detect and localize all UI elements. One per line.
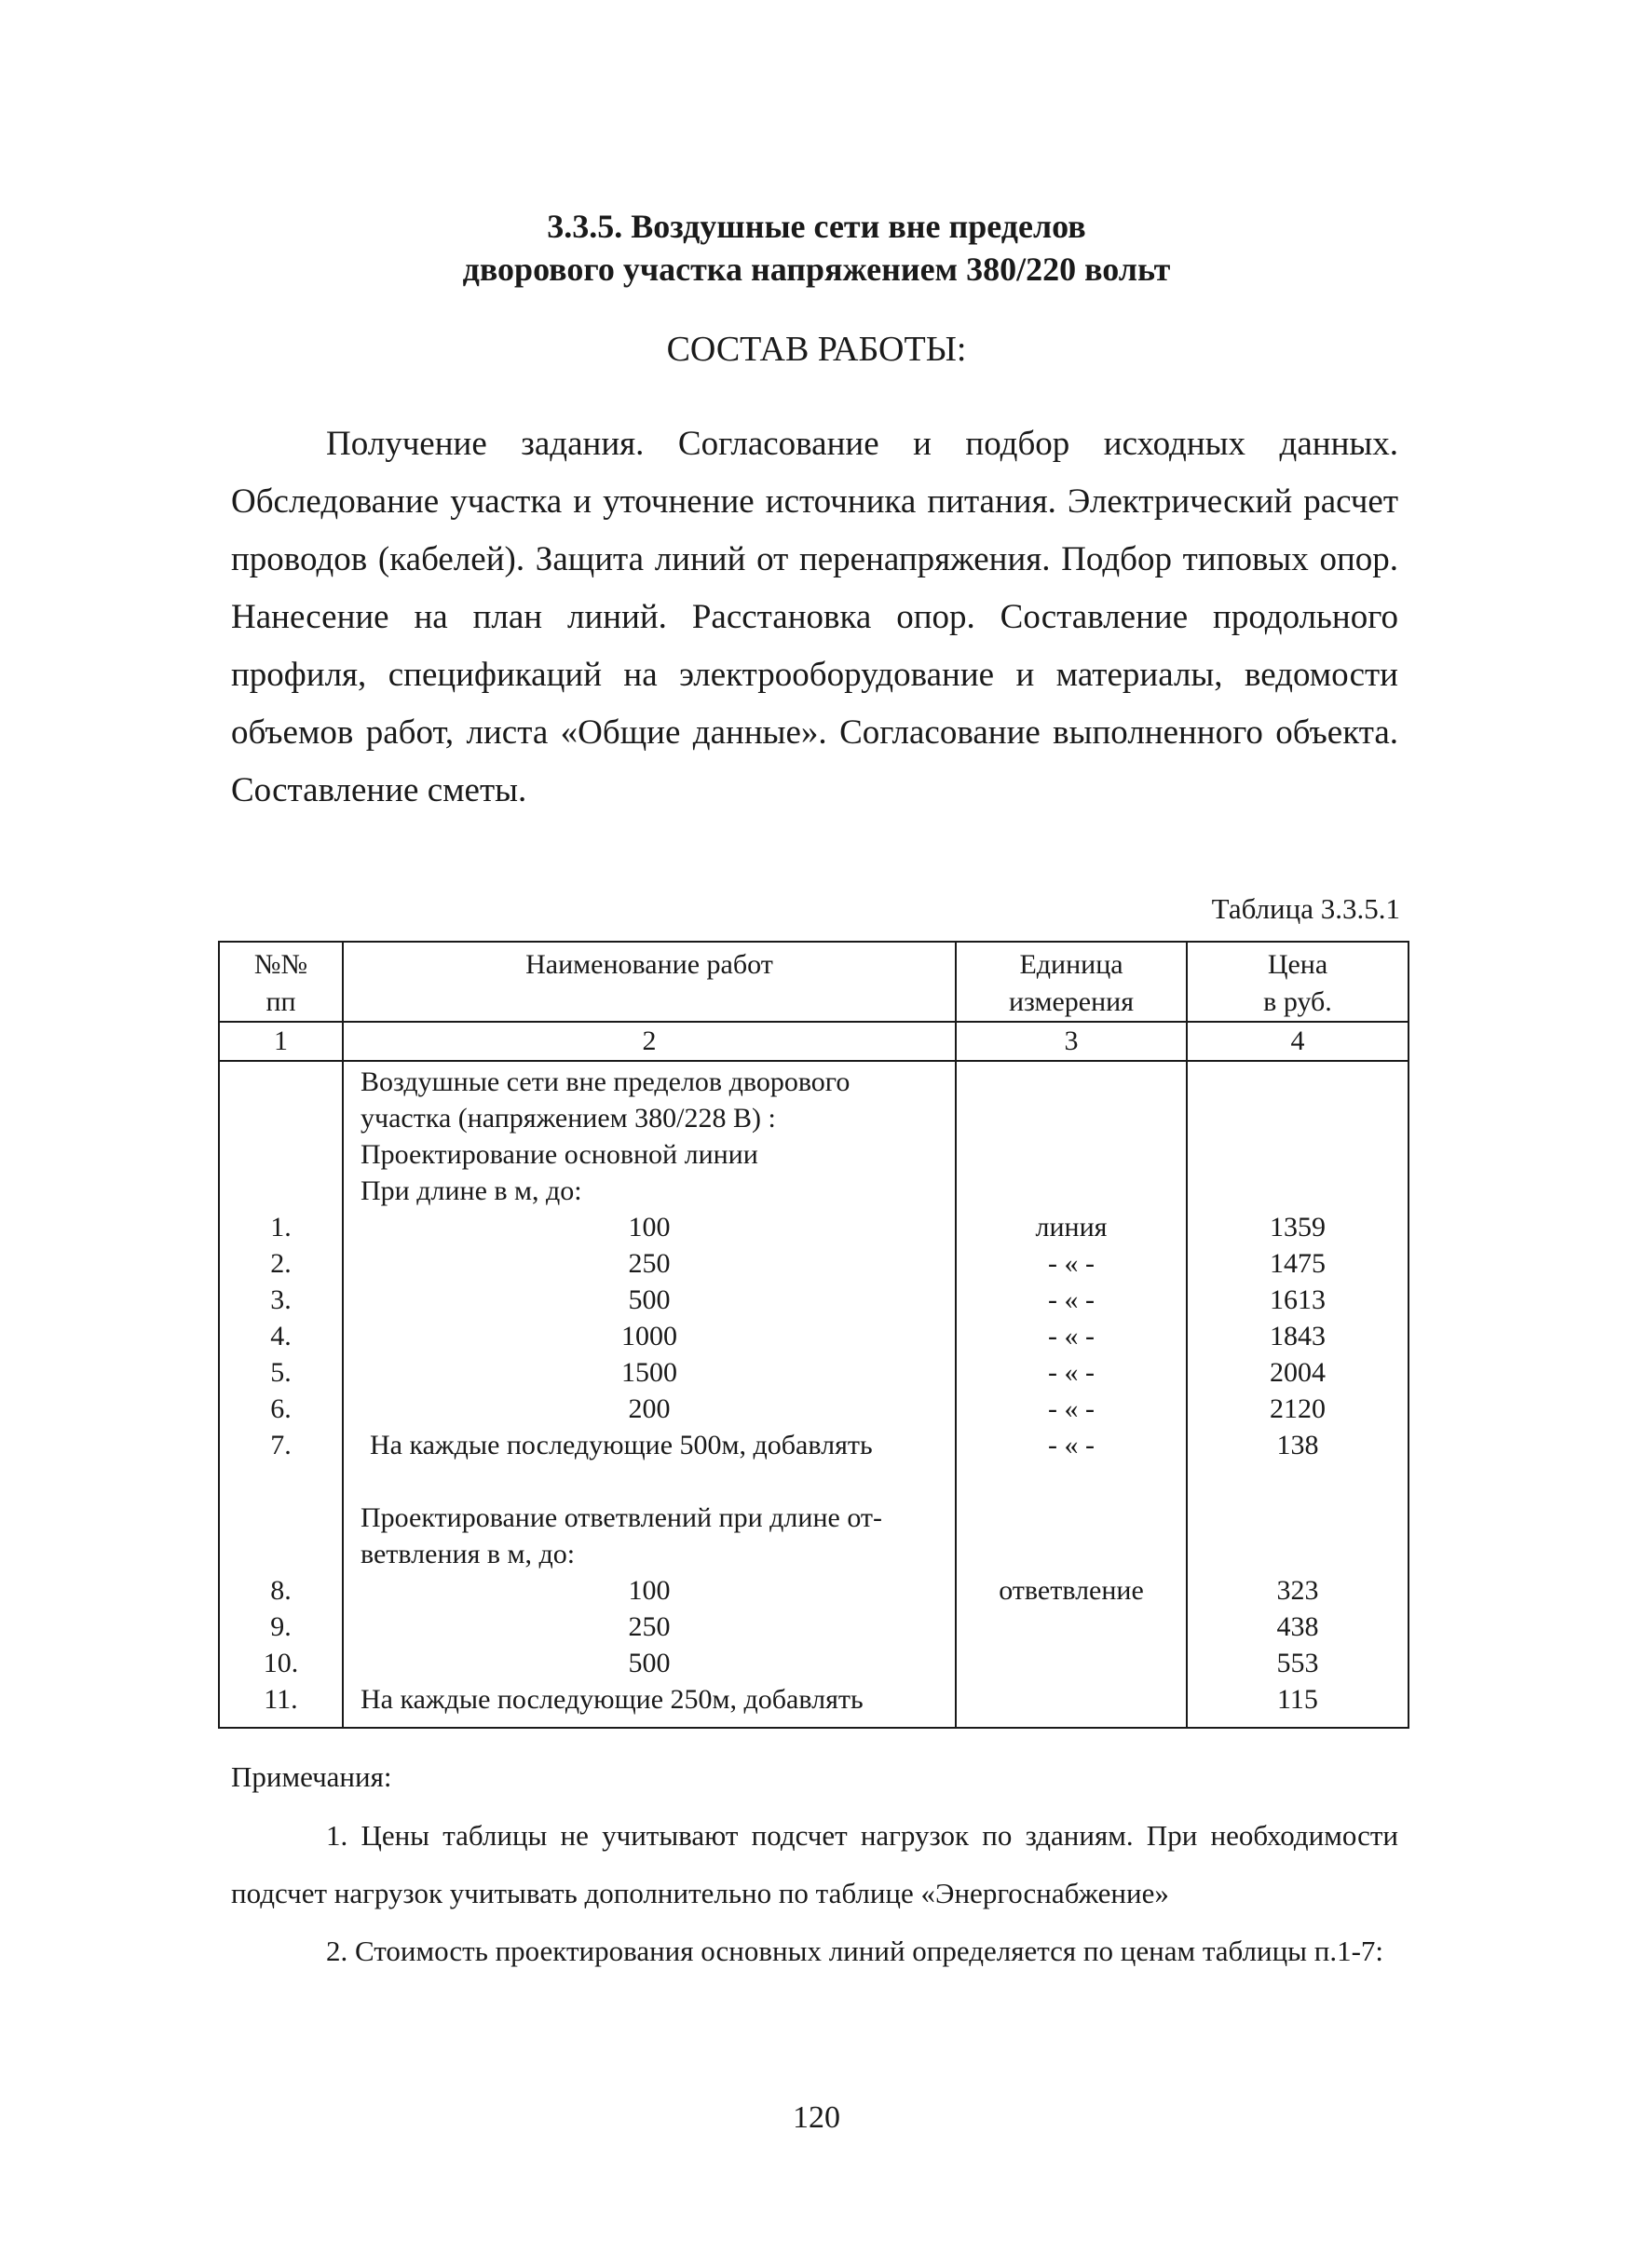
row-price: 553 [1276,1648,1319,1678]
header-unit-line-1: Единица [1019,949,1123,980]
row-name: 250 [628,1611,671,1642]
row-unit: - « - [1048,1430,1095,1460]
price-table [218,941,1409,1729]
row-num: 2. [270,1248,292,1279]
row-name: 1000 [621,1321,677,1351]
row-price: 438 [1276,1611,1319,1642]
note-item: 1. Цены таблицы не учитывают подсчет нагрузок по зданиям. При необходимости подсчет нагрузок учитывать дополнительно по таблице «Энергоснабжение» [231,1819,1398,1909]
row-price: 115 [1277,1684,1318,1715]
unit-column [956,1061,1187,1728]
row-num: 7. [270,1430,292,1460]
header-num-line-2: пп [265,986,296,1017]
price-column [1187,1061,1408,1728]
row-unit [957,1645,1186,1681]
row-unit: - « - [1048,1357,1095,1388]
row-name: 100 [628,1212,671,1243]
header-num [219,942,343,1022]
index-cell: 1 [219,1022,343,1061]
row-name: 200 [628,1393,671,1424]
section-heading-line-2: дворового участка напряжением 380/220 вольт [462,251,1171,288]
header-unit-line-2: измерения [1008,986,1134,1017]
section-heading-line-1: 3.3.5. Воздушные сети вне пределов [547,208,1086,245]
group-title-line: При длине в м, до: [361,1175,582,1206]
row-name: 500 [628,1648,671,1678]
header-unit [956,942,1187,1022]
index-cell: 2 [343,1022,956,1061]
row-unit: - « - [1048,1284,1095,1315]
row-price: 1475 [1270,1248,1326,1279]
row-num: 4. [270,1321,292,1351]
row-num: 3. [270,1284,292,1315]
row-name: 500 [628,1284,671,1315]
row-price: 1843 [1270,1321,1326,1351]
work-composition-title: СОСТАВ РАБОТЫ: [666,330,967,369]
row-name: На каждые последующие 250м, добавлять [361,1684,864,1715]
row-price: 2004 [1270,1357,1326,1388]
row-unit: ответвление [999,1575,1144,1606]
row-price: 1359 [1270,1212,1326,1243]
row-num: 11. [264,1684,298,1715]
header-price [1187,942,1408,1022]
header-name [343,942,956,1022]
row-name: 250 [628,1248,671,1279]
name-column [343,1061,956,1728]
header-num-line-1: №№ [253,949,308,980]
index-cell: 4 [1187,1022,1408,1061]
row-name: 1500 [621,1357,677,1388]
table-body-row [219,1061,1408,1728]
row-num: 6. [270,1393,292,1424]
work-composition-text: Получение задания. Согласование и подбор исходных данных. Обследование участка и уточнение источника питания. Электрический расчет проводов (кабелей). Защита линий от перенапряжения. Подбор типовых опор. Нанесение на план линий. Расстановка опор. Составление продольного профиля, спецификаций на электрооборудование и материалы, ведомости объемов работ, листа «Общие данные». Согласование выполненного объекта. Составление сметы. [231,425,1398,809]
row-price: 138 [1276,1430,1319,1460]
row-name: 100 [628,1575,671,1606]
header-name-text: Наименование работ [525,949,773,980]
note-item: 2. Стоимость проектирования основных линий определяется по ценам таблицы п.1-7: [326,1935,1384,1967]
row-num: 5. [270,1357,292,1388]
table-header-row [219,942,1408,1022]
index-cell: 3 [956,1022,1187,1061]
header-price-line-1: Цена [1267,949,1328,980]
row-unit: - « - [1048,1248,1095,1279]
row-unit: - « - [1048,1321,1095,1351]
row-unit: линия [1035,1212,1108,1243]
row-num: 10. [263,1648,299,1678]
group-title-line: Проектирование основной линии [361,1139,758,1170]
group-title-line: участка (напряжением 380/228 В) : [361,1103,776,1134]
row-price: 2120 [1270,1393,1326,1424]
notes-title: Примечания: [231,1760,392,1793]
row-price: 1613 [1270,1284,1326,1315]
page-number: 120 [793,2100,840,2135]
row-price: 323 [1276,1575,1319,1606]
row-unit [957,1609,1186,1645]
table-caption: Таблица 3.3.5.1 [1211,892,1400,925]
row-num: 1. [270,1212,292,1243]
header-price-line-2: в руб. [1263,986,1332,1017]
table-index-row [219,1022,1408,1061]
group-title-line: Проектирование ответвлений при длине от- [361,1502,883,1533]
group-title-line: Воздушные сети вне пределов дворового [361,1066,851,1097]
row-num: 9. [270,1611,292,1642]
row-name: На каждые последующие 500м, добавлять [370,1430,873,1460]
row-num: 8. [270,1575,292,1606]
group-title-line: ветвления в м, до: [361,1539,576,1569]
row-unit [957,1681,1186,1718]
row-unit: - « - [1048,1393,1095,1424]
num-column [219,1061,343,1728]
